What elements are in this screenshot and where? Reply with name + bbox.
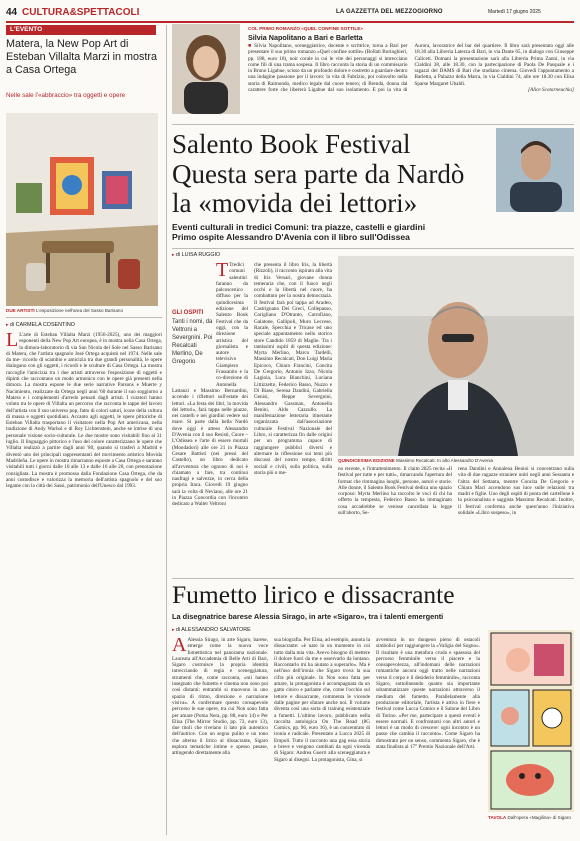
comic-artwork-illustration [488, 630, 574, 812]
main-headline [172, 130, 492, 219]
box-title: Silvia Napolitano a Bari e Barletta [248, 33, 363, 42]
section-title: CULTURA&SPETTACOLI [22, 7, 140, 18]
issue-date: Martedì 17 giugno 2025 [488, 9, 541, 15]
main-byline: ▸ di LUISA RUGGIO [172, 252, 221, 258]
left-subhead: Nelle sale l'«abbraccio» tra oggetti e opere [6, 92, 126, 99]
bottom-col-3: avventura in un dungeon pieno di ostacoli simbolici per raggiungere la «Valigia del Sogno». Il risultato è una metafora cruda e spassosa del percorso femminile verso il piacere e la consapevolezza, all'indomani delle narrazioni romantiche ancora oggi tratto nelle narrazioni verso il corpo e il desiderio femminile», racconta Sigaro, sottolineando quanto sia importante sdrammatizzare queste narrazioni attraverso il medium del fumetto. Parallelamente alla produzione editoriale, l'artista è attiva in fiere e festival come Lucca Comics e il Salone del Libro di Torino. «Per me, partecipare a questi eventi è essere normali. E confrontarsi con altri autori e lettori è un modo di crescere: ogni incontro è un passo che cambia il racconto». Come Sigaro ha dimostrato per un senso, commenta Sigaro, che è stata finalista al 17° Premio Nazionale dell'Arti. [376, 637, 480, 751]
gallery-caption-label: DUE ARTISTI [6, 308, 35, 313]
main-col-4: rena Dandini e Annalena Benini si concentrano sulla vita di due ragazze straniere uniti negli anni Sessanta e l'altra del Settanta, mentre Concita De Gregorio e Chiara Macì accendono sus luce sulle relazioni tra madri e figlie. Uno degli ospiti di punta del cartellone è lo psicoanalista e saggista Massimo Recalcati. Inoltre, il festival conferma anche quest'anno l'iniziativa solidale «Libro sospeso», in [458, 466, 574, 517]
main-byline-text: di LUISA RUGGIO [175, 252, 221, 258]
guests-box-text: Tanti i nomi, da Veltroni a Severgnini. Poi Recalcati Merlino, De Gregorio [172, 319, 213, 366]
column-divider [166, 25, 167, 835]
recalcati-caption [338, 458, 574, 463]
gallery-photo-caption [6, 308, 162, 313]
main-col-1-text: Tredici comuni salentini faranno da palcoscenico diffuso per la quindicesima edizione del Salento Book Festival che da oggi, con la direzione artistica del giornalista e autore televisivo Giampiero Frassanito e la co-direzione di Antonella Lattanzi e Massimo Bernardini, accende i riflettori sull'estate dei lettori. «La festa dei libri, la movida dei lettori», farà tappa nelle piazze, nei castelli e nei giardini vedere sul mare. Si parte dalla bella Nardò dove oggi è atteso Alessandro D'Avenia con il suo Resisti, Cuore – L'Odissea e l'arte di essere mortali (Mondadori) alle ore 21 in Piazza Cesare Battisti (nei pressi del Castello), un libro dedicato all'avventura che ognuno di noi è chiamato a fare, tra continui naufragi e salvezze, in cerca della propria Itaca. Giovedì 19 giugno sarà la volta di Neviano, alle ore 21 in Piazza Concordia con l'incontro dedicato a Walter Veltroni [172, 262, 248, 508]
box-separator [172, 124, 574, 125]
box-kicker: COL PRIMO ROMANZO «QUEL CONFINE SOTTILE» [248, 26, 363, 31]
comic-caption-text: Dall'opera «Magilina» di Sigaro [507, 815, 571, 820]
recalcati-photo [338, 256, 574, 456]
bottom-dropcap: A [172, 637, 187, 656]
main-subhead-line-1: Eventi culturali in tredici Comuni: tra piazze, castelli e giardini [172, 222, 426, 232]
bottom-byline-text: di ALESSANDRO SALVATORE [175, 627, 251, 633]
bottom-byline: ▸ di ALESSANDRO SALVATORE [172, 627, 251, 633]
guests-box-title: GLI OSPITI [172, 310, 204, 316]
bottom-subhead: La disegnatrice barese Alessia Sirago, in arte «Sigaro», tra i talenti emergenti [172, 612, 444, 621]
recalcati-caption-label: QUINDICESIMA EDIZIONE [338, 458, 395, 463]
main-separator [172, 248, 574, 249]
bottom-separator [172, 578, 574, 579]
gallery-caption-text: L'esposizione nell'area del Sasso Barisano [35, 308, 124, 313]
author-portrait-illustration [172, 24, 240, 114]
main-col-3: no recente, e l'intrattenimento. Il claim 2025 recita «Il festival per tutte e per tutti», rimarcando l'apertura del format che rimmagina luoghi, persone, autori e storie. Alle donne, il Salento Book Festival dedica uno spazio corposo: Myrta Merlino ha raccolto le voci di chi ha offerto la tempesta, Federico Basso ha immaginato cosa accadrebbe se venisse cancellata la legge sull'aborto, Se- [338, 466, 452, 517]
left-byline: ▸ di CARMELA COSENTINO [6, 322, 75, 328]
event-tag-label: L'EVENTO [10, 26, 43, 33]
author-portrait [172, 24, 240, 114]
main-headline-line-2: Questa sera parte da Nardò [172, 158, 465, 189]
event-tag [6, 25, 156, 35]
left-article-body [6, 332, 162, 840]
main-headline-line-3: la «movida dei lettori» [172, 188, 418, 218]
main-dropcap: T [216, 262, 229, 281]
main-col-1 [172, 262, 248, 574]
page-number: 44 [6, 7, 18, 18]
davenia-photo-illustration [496, 128, 574, 212]
box-body-text: Silvia Napolitano, sceneggiatrice, docente e scrittrice, torna a Bari per presentare il suo primo romanzo «Quel confine sottile» (Bollati Boringhieri, pp. 188, euro 18), noir corale in cui le vite dei personaggi si intrecciano come fili di una trama sospesa. Il libro racconta la storia di un commissario in Bruno Ligabue, scisso da un profondo dolore e costretto a guardare dentro una indagine passione per il lavoro: la vita di Fabrizio, poi coinvolto nella storia di Raimondo, medico legale dal cuore tenero; di Brenda, donna dal carattere forte che libererà Ligabue dal suo isolamento. E poi la vita di Aurora, lavoratrice del bar del quartiere. Il libro sarà presentato oggi alle 18.30 alla Libreria Laterza di Bari, in via Dante 65, in dialogo con Giuseppe Caliceti. Domani la presentazione sarà alla Libreria Prima Zanni, in via Cialdini 38, alle 18.30, con la partecipazione di Paola De Pasquale e i ragazzi del DAMS di Bari che studiano cinema. Giovedì l'appuntamento a Barletta, a Palazzo della Marra, in via Cialdini 74, alle ore 18.30 con Elisa Sparse Margaret Ubaldi. [248, 43, 574, 94]
box-signature: [Alice Scotarneuchia] [528, 87, 574, 94]
recalcati-caption-text: Massimo Recalcati. In alto Alessandro D'Avenia [396, 458, 494, 463]
comic-caption-label: TAVOLA [488, 815, 507, 820]
gallery-photo-illustration [6, 113, 158, 306]
guests-box [172, 310, 214, 382]
main-col-2: che presenta il libro Iris, la libertà (Rizzoli), il racconto ispirato alla vita di Iris Versari, giovane donna temeraria che, con il fuoco negli occhi e la libertà nel cuore, ha combattuto per la nostra democrazia. Il festival farà poi tappa ad Aradeo, Castrignano Dei Greci, Collepasso, Corigliano D'Otranto, Cutrofiano, Galatone, Gallipoli, Muro Leccese, Racale, Specchia e Tricase ed uno speciale appuntamento nello storico store Candido 1859 di Maglie. Tra i tantissimi ospiti di questa edizione: Myrta Merlino, Marco Tardelli, Massimo Recalcati, Don Luigi Maria Epicoco, Chiara Francini, Concita De Gregorio, Antonio Izzo, Nicola Lagioia, Luca Bianchini, Luciana Littizzetto, Federico Basso, Nuzzo e Di Biase, Serena Dandini, Gabriella Genisi, Beppe Severgnini, Alessandro Gassman, Antonella Benini, Aldo Cazzullo. La manifestazione letteraria itinerante organizzata dall'associazione culturale Festival Nazionale del Libro, si caratterizza fin dalle origini per un programma capace di raggiungere pubblici diversi e alternare la riflessione sui temi più discussi del nostro tempo, diritti sociali e civili, sulla politica, sulla storia più o me- [254, 262, 332, 476]
left-separator [6, 317, 162, 318]
header-rule [6, 21, 574, 23]
comic-caption [488, 815, 574, 821]
bottom-col-2: sua biografia. Per Elisa, ad esempio, annota la dissacrante: «è nato in un momento in cui tutto dalla mia vita. Avevo bisogno di mettere il dolore fuori da me e osservarlo da lontano. Raccontarlo mi ha aiutato a superarlo». Ma è nell'uso dell'ironia che Sigaro trova la sua cifra più originale. In Non sono fatta per amare, la protagonista è accompagnata da un gatto cinico e parlante che, come l'occhio sul lettore e dissacrante, commenta le vicende dalle pagine per sfatare anche noi. Il volume diventa così una sorta di training esistenziale a fumetti. L'ultimo lavoro, pubblicato nella raccolta antologica On The Road (8G Comics, pp. 96, euro 16), è un concentrato di ironia e radicale. Presentato a Lucca 2025 di Empoli. Tutto il racconto una gag essa storia e breve e vengono cambiati da ogni vicenda di Sigaro: Andrea Guerri alla sceneggiatura e Sigaro ai disegni. La protagonista, Gina, si [274, 637, 370, 763]
left-dropcap: L [6, 332, 19, 351]
gallery-photo [6, 113, 158, 306]
davenia-photo [496, 128, 574, 212]
left-byline-text: di CARMELA COSENTINO [9, 322, 75, 328]
box-body: ■ Silvia Napolitano, sceneggiatrice, docente e scrittrice, torna a Bari per presentare il suo primo romanzo «Quel confine sottile» (Bollati Boringhieri, pp. 188, euro 18), noir corale in cui le vite dei personaggi si intrecciano come fili di una trama sospesa. Il libro racconta la storia di un commissario in Bruno Ligabue, scisso da un profondo dolore e costretto a guardare dentro una indagine passione per il lavoro: la vita di Fabrizio, poi coinvolto nella storia di Raimondo, medico legale dal cuore tenero; di Brenda, donna dal carattere forte che libererà Ligabue dal suo isolamento. E poi la vita di Aurora, lavoratrice del bar del quartiere. Il libro sarà presentato oggi alle 18.30 alla Libreria Laterza di Bari, in via Dante 65, in dialogo con Giuseppe Caliceti. Domani la presentazione sarà alla Libreria Prima Zanni, in via Cialdini 38, alle 18.30, con la partecipazione di Paola De Pasquale e i ragazzi del DAMS di Bari che studiano cinema. Giovedì l'appuntamento a Barletta, a Palazzo della Marra, in via Cialdini 74, alle ore 18.30 con Elisa Sparse Margaret Ubaldi. [Alice Scotarneuchia] [248, 43, 574, 94]
page-header [6, 6, 574, 20]
main-headline-line-1: Salento Book Festival [172, 129, 411, 159]
bottom-col-1-text: Alessia Sirago, in arte Sigaro, barese, emerge come la nuova voce fumettistica nel panorama nazionale. Laureata all'Accademia di Belle Arti di Bari, Sigaro costruisce la propria identità intrecciando di regia e sceneggiatura, strumenti che, come racconta, «mi hanno insegnato che fumetto e cinema non sono poi così distanti: entrambi si muovono in uno spazio di ritmo, direzione e narrazione visiva». A confermare questo consapevole percorso le sue opere, tra cui Non sono fatta per amare (Poma Nera, pp. 88, euro 14) e Per Elisa (The Mirror Studio, pp. 72, euro 13), due titoli che rivelano il lato più autentico dell'autrice. Con un segno pulito e un tono che alterna il lirico al dissacrante, Sigaro esplora tematiche intime e spesso pesase, attingendo direttamente alla [172, 637, 268, 757]
bottom-col-1 [172, 637, 268, 837]
left-body-text: L'arte di Esteban Villalta Marzi (1956-2025), uno dei maggiori esponenti della New Pop Art europea, è in mostra nella Casa Ortega, la dimora-laboratorio di via San Nicola del Sole nel Sasso Barisano di Matera, che l'artista spagnolo José Ortega acquistò nel 1974. Nelle sale da me- ricordo di scambio e amicizia tra due grandi personalità, le opere dialogano con gli oggetti, i ricordi e le sculture di Casa Ortega. La mostra raccoglie l'amicizia tra i due artisti attraverso l'esposizione di oggetti e dipinti che raccontano un modo armonico con le opere già presenti nella dimora. La mostra espone le due serie narrative Parsons e Muerte y Nacimiento, realizzate da Ortega negli anni '60 durante il suo soggiorno a Matera e i complementi d'arredo pensati dagli artisti. I curatori hanno voluto tra le opere di Villalta un percorso che racconta le tappe del lavoro dell'artista con il suo universo pop, fatto di colori saturi, icone della cultura di massa e oggetti quotidiani. Accanto agli oggetti, le opere pittoriche di Esteban Villalta trasportano il visitatore nella Pop Art americana, nella tradizione di Andy Warhol e di Roy Lichtenstein, anche se intrise di una personale visione socio-culturale. Le due mostre sono visitabili fino al 31 luglio. Il linguaggio pittorico e l'uso del colore caratterizzano le opere che Villalta realizzò a partire dagli anni '80, quando si trasferì a Madrid e diventò uno dei principali rappresentanti del movimento artistico Movida Madrileña. Le opere in mostra rimarranno esposte a Casa Ortega e saranno visitabili tutti i giorni dalle 10 alle 13 e dalle 16 alle 20, con prenotazione consigliata. La mostra è promossa dalla Fondazione Casa Ortega, che da anni custodisce e valorizza la memoria dell'artista spagnolo e del suo legame con la città dei Sassi, patrimonio dell'Unesco dal 1993. [6, 332, 162, 490]
comic-artwork [488, 630, 574, 812]
newspaper-name: LA GAZZETTA DEL MEZZOGIORNO [336, 9, 443, 15]
main-subhead [172, 222, 574, 243]
bottom-headline: Fumetto lirico e dissacrante [172, 580, 455, 609]
main-subhead-line-2: Primo ospite Alessandro D'Avenia con il libro sull'Odissea [172, 232, 410, 243]
left-headline: Matera, la New Pop Art di Esteban Villalta Marzi in mostra a Casa Ortega [6, 38, 158, 76]
recalcati-photo-illustration [338, 256, 574, 456]
